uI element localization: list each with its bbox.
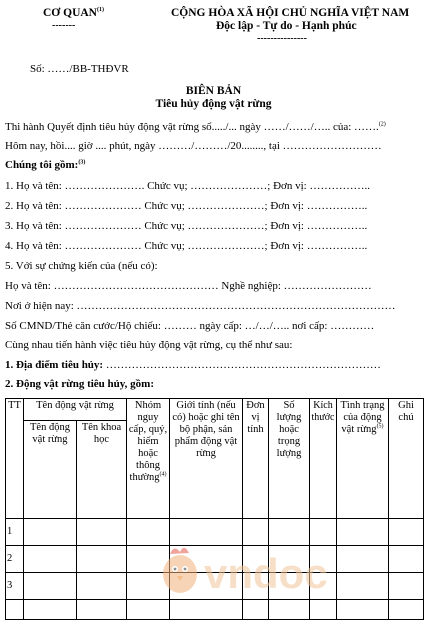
table-cell[interactable] [170,600,243,620]
table-cell[interactable] [127,600,170,620]
datetime-line: Hôm nay, hồi.... giờ .... phút, ngày ………/………/20........, tại ……………………… [5,140,382,152]
witness-heading: 5. Với sự chứng kiến của (nếu có): [5,260,158,272]
col-header-scientific-name: Tên khoa học [77,421,127,519]
animals-heading: 2. Động vật rừng tiêu hủy, gồm: [5,378,154,390]
watermark-text: vndoc [204,550,328,597]
national-title: CỘNG HÒA XÃ HỘI CHỦ NGHĨA VIỆT NAM [171,7,410,19]
table-cell[interactable] [77,546,127,573]
table-cell[interactable] [389,519,424,546]
document-title: BIÊN BẢN [185,85,242,97]
table-cell[interactable] [24,600,77,620]
vndoc-watermark-logo [152,540,382,600]
member-line-1: 1. Họ và tên: …………………. Chức vụ; …………………; Đơn vị: …………….. [5,180,370,192]
table-row [6,600,424,620]
document-subtitle: Tiêu hủy động vật rừng [155,98,272,110]
col-header-group: Nhóm nguy cấp, quý, hiếm hoặc thông thường$^{(4)}$ [127,399,170,519]
national-motto: Độc lập - Tự do - Hạnh phúc [216,20,357,32]
location-line: 1. Địa điểm tiêu hủy: ………………………………………………………………… [5,359,381,371]
table-cell[interactable] [77,600,127,620]
row-number: 3 [6,573,24,600]
decision-line: Thi hành Quyết định tiêu hủy động vật rừng số...../... ngày ……/……/….. của: …….$^{(2)}$ [5,121,386,133]
member-line-4: 4. Họ và tên: ………………… Chức vụ; …………………; Đơn vị: …………….. [5,240,368,252]
proceed-line: Cùng nhau tiến hành việc tiêu hủy động vật rừng, cụ thể như sau: [5,339,293,351]
document-number: Số: ……/BB-THĐVR [30,63,129,75]
col-header-note: Ghi chú [389,399,424,519]
member-line-3: 3. Họ và tên: ………………… Chức vụ; …………………; Đơn vị: …………….. [5,220,368,232]
table-cell[interactable] [6,600,24,620]
table-cell[interactable] [337,600,389,620]
row-number: 1 [6,519,24,546]
table-cell[interactable] [269,600,310,620]
col-header-common-name: Tên động vật rừng [24,421,77,519]
table-cell[interactable] [310,600,337,620]
table-cell[interactable] [389,573,424,600]
table-cell[interactable] [389,600,424,620]
issuing-agency: CƠ QUAN$^{(1)}$ [43,7,104,19]
motto-underline: --------------- [257,33,307,44]
col-header-unit: Đơn vị tính [243,399,269,519]
table-cell[interactable] [243,600,269,620]
table-cell[interactable] [24,519,77,546]
col-header-gender-part: Giới tính (nếu có) hoặc ghi tên bộ phận, sản phẩm động vật rừng [170,399,243,519]
member-line-2: 2. Họ và tên: ………………… Chức vụ; …………………; Đơn vị: …………….. [5,200,368,212]
agency-underline: ------- [52,20,76,31]
table-cell[interactable] [24,546,77,573]
col-header-tt: TT [6,399,24,519]
table-cell[interactable] [24,573,77,600]
col-header-quantity: Số lượng hoặc trọng lượng [269,399,310,519]
witness-name-line: Họ và tên: ……………………………………… Nghề nghiệp: …………………… [5,280,372,292]
col-header-size: Kích thước [310,399,337,519]
table-cell[interactable] [77,573,127,600]
table-cell[interactable] [389,546,424,573]
row-number: 2 [6,546,24,573]
witness-address-line: Nơi ở hiện nay: …………………………………………………………………………… [5,300,396,312]
col-header-condition: Tình trạng của động vật rừng$^{(5)}$ [337,399,389,519]
col-header-animal-name: Tên động vật rừng [24,399,127,421]
chicken-mascot-icon [163,548,197,593]
members-heading: Chúng tôi gồm:$^{(3)}$ [5,159,86,171]
witness-id-line: Số CMND/Thẻ căn cước/Hộ chiếu: ……… ngày cấp: …/…/….. nơi cấp: ………… [5,320,375,332]
table-cell[interactable] [77,519,127,546]
